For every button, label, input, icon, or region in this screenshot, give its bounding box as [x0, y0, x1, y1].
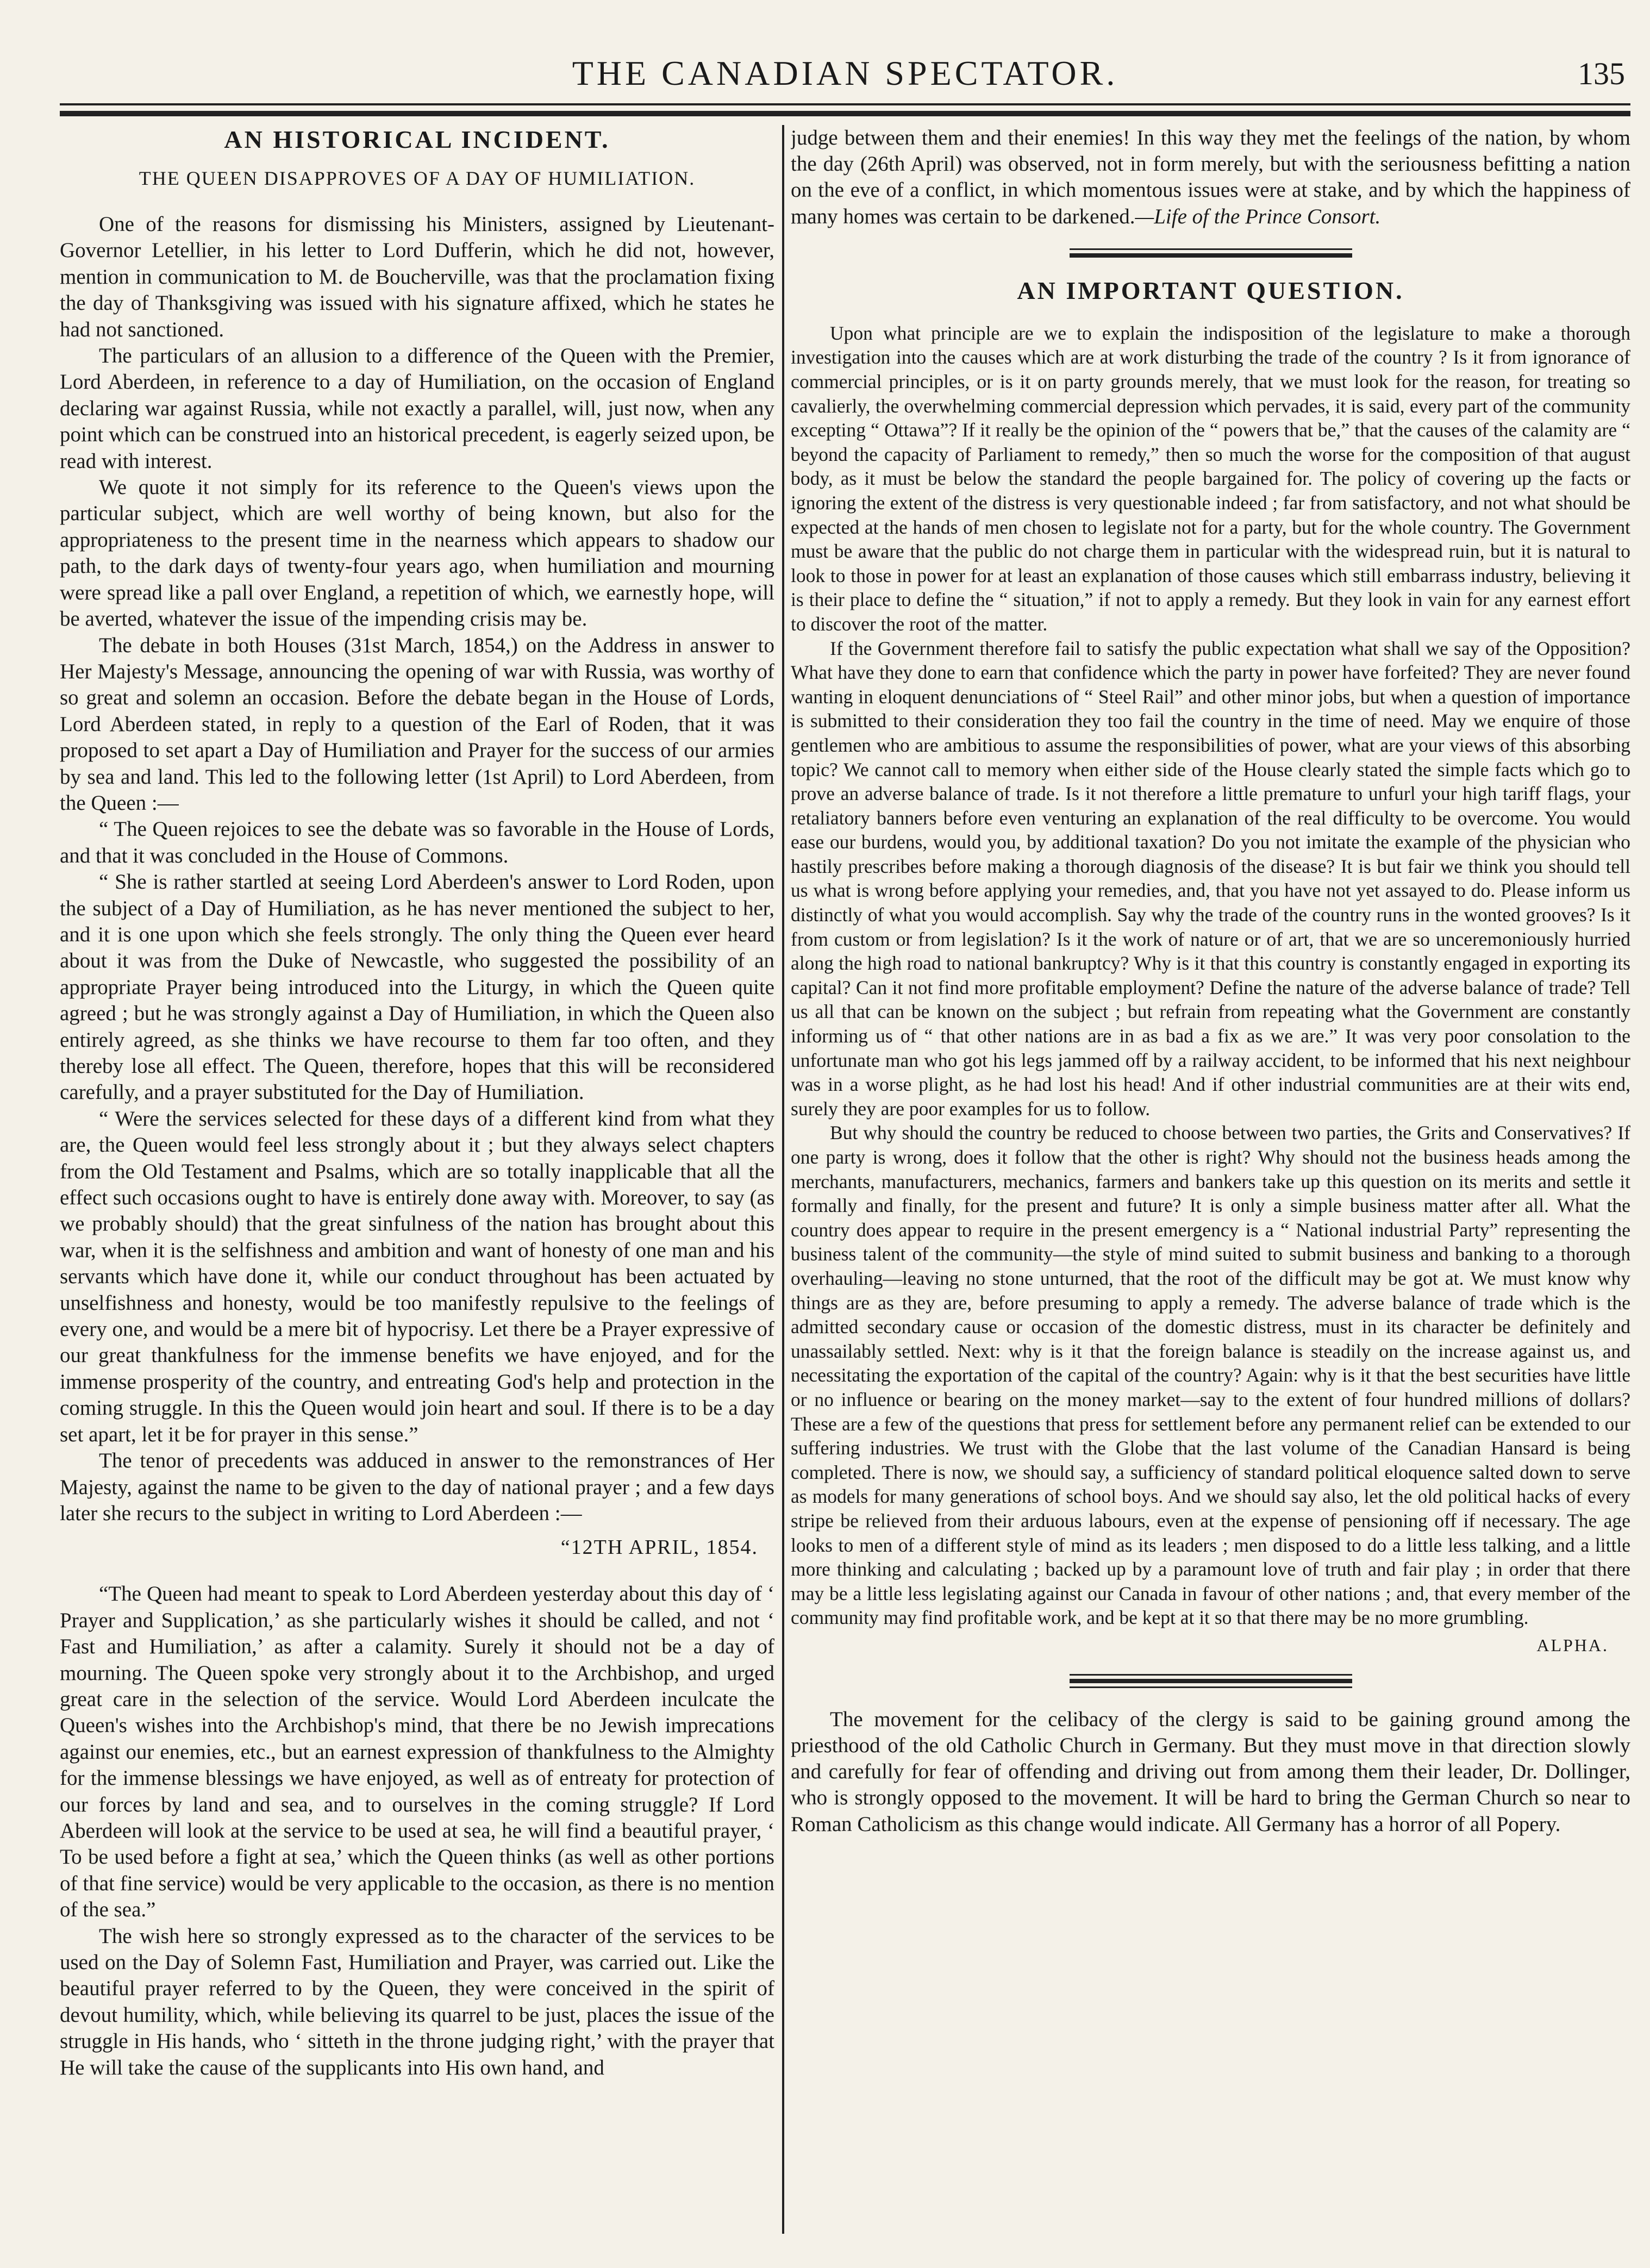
paragraph: If the Government therefore fail to satisfy the public expectation what shall we say of the Opposition? What have they done to earn that confidence which the party in power have forfeited? They are never found wanting in eloquent denunciations of “ Steel Rail” and other minor jobs, but when a question of importance is submitted to their consideration they too fail the country in the time of need. May we enquire of those gentlemen who are ambitious to assume the responsibilities of power, what are your views of this absorbing topic? We cannot call to memory when either side of the House clearly stated the simple facts which go to prove an adverse balance of trade. Is it not therefore a little premature to unfurl your high tariff flags, your retaliatory banners before even venturing an explanation of the real difficulty to be overcome. You would ease our burdens, would you, by additional taxation? Do you not imitate the example of the physician who hastily prescribes before making a thorough diagnosis of the disease? It is but fair we think you should tell us what is wrong before applying your remedies, and, that you have not yet assayed to do. Please inform us distinctly of what you would accomplish. Say why the trade of the country runs in the wonted grooves? Is it from custom or from legislation? Is it the work of nature or of art, that we are so unceremoniously hurried along the high road to national bankruptcy? Why is it that this country is constantly engaged in exporting its capital? Can it not find more profitable employment? Define the nature of the adverse balance of trade? Tell us all that can be known on the subject ; but refrain from repeating what the Government are constantly informing us of “ that other nations are in as bad a fix as we are.” It was very poor consolation to the unfortunate man who got his legs jammed off by a railway accident, to be informed that his next neighbour was in a worse plight, as he had lost his head! And if other industrial communities are at their wits end, surely they are poor examples for us to follow.: [791, 637, 1630, 1120]
paragraph: The debate in both Houses (31st March, 1854,) on the Address in answer to Her Majesty's Message, announcing the opening of war with Russia, was worthy of so great and solemn an occasion. Before the debate began in the House of Lords, Lord Aberdeen stated, in reply to a question of the Earl of Roden, that it was proposed to set apart a Day of Humiliation and Prayer for the success of our armies by sea and land. This led to the following letter (1st April) to Lord Aberdeen, from the Queen :—: [60, 633, 774, 815]
head-rule-thin: [60, 103, 1630, 105]
column-divider: [782, 125, 784, 2234]
paragraph: The tenor of precedents was adduced in answer to the remonstrances of Her Majesty, against the name to be given to the day of national prayer ; and a few days later she recurs to the subject in writing to Lord Aberdeen :—: [60, 1449, 774, 1525]
paragraph: “The Queen had meant to speak to Lord Aberdeen yesterday about this day of ‘ Prayer and Supplication,’ as she particularly wishes it should be called, and not ‘ Fast and Humiliation,’ as after a calamity. Surely it should not be a day of mourning. The Queen spoke very strongly about it to the Archbishop, and urged great care in the selection of the service. Would Lord Aberdeen inculcate the Queen's wishes into the Archbishop's mind, that there be no Jewish imprecations against our enemies, etc., but an earnest expression of thankfulness to the Almighty for the immense blessings we have enjoyed, as well as of entreaty for protection of our forces by land and sea, and to ourselves in the coming struggle? If Lord Aberdeen will look at the service to be used at sea, he will find a beautiful prayer, ‘ To be used before a fight at sea,’ which the Queen thinks (as well as other portions of that fine service) would be very applicable to the occasion, as there is no mention of the sea.”: [60, 1582, 774, 1922]
running-head: [60, 43, 1630, 103]
right-column: [791, 125, 1630, 2245]
article-subtitle: THE QUEEN DISAPPROVES OF A DAY OF HUMILIATION.: [139, 167, 696, 189]
paragraph: But why should the country be reduced to choose between two parties, the Grits and Conservatives? If one party is wrong, does it follow that the other is right? Why should not the business heads among the merchants, manufacturers, mechanics, farmers and bankers take up this question on its merits and settle it formally and finally, for the present and future? It is only a simple business matter after all. What the country does appear to require in the present emergency is a “ National industrial Party” representing the business talent of the community—the style of mind suited to submit business and banking to a thorough overhauling—leaving no stone unturned, that the root of the difficult may be got at. We must know why things are as they are, before presuming to apply a remedy. The adverse balance of trade which is the admitted secondary cause or occasion of the domestic distress, must in its character be definitely and unassailably settled. Next: why is it that the foreign balance is steadily on the increase against us, and necessitating the exportation of the capital of the country? Again: why is it that the best securities have little or no influence or bearing on the money market—say to the extent of four hundred millions of dollars? These are a few of the questions that press for settlement before any permanent relief can be extended to our suffering industries. We trust with the Globe that the last volume of the Canadian Hansard is being completed. There is now, we should say, a sufficiency of standard political eloquence salted down to serve as models for many generations of school boys. And we should say also, let the old political hacks of every stripe be relieved from their arduous labours, even at the expense of pensioning off if necessary. The age looks to men of a different style of mind as its leaders ; men disposed to do a little less talking, and a little more thinking and calculating ; backed up by a paramount love of truth and fair play ; in order that there may be a little less legislating against our Canada in favour of other nations ; and, that every member of the community may find profitable work, and be kept at it so that there may be no more grumbling.: [791, 1122, 1630, 1629]
paragraph: “ The Queen rejoices to see the debate was so favorable in the House of Lords, and that it was concluded in the House of Commons.: [60, 817, 774, 867]
left-column: [60, 125, 774, 2245]
article-title: AN IMPORTANT QUESTION.: [1017, 276, 1404, 304]
paragraph: Upon what principle are we to explain the indisposition of the legislature to make a thorough investigation into the causes which are at work disturbing the trade of the country ? Is it from ignorance of commercial principles, or is it on party grounds merely, that we must look for the reason, for treating so cavalierly, the overwhelming commercial depression which pervades, it is said, every part of the community excepting “ Ottawa”? If it really be the opinion of the “ powers that be,” that the causes of the calamity are “ beyond the capacity of Parliament to remedy,” then so much the worse for the composition of that august body, as it must be below the standard the people bargained for. The policy of covering up the facts or ignoring the extent of the distress is very questionable indeed ; far from satisfactory, and not what should be expected at the hands of men chosen to legislate not for a party, but for the whole country. The Government must be aware that the public do not charge them in particular with the widespread ruin, but it is natural to look to those in power for at least an explanation of those causes which still embarrass industry, believing it is their place to define the “ situation,” if not to apply a remedy. But they look in vain for any earnest effort to discover the root of the matter.: [791, 322, 1630, 635]
paragraph: One of the reasons for dismissing his Ministers, assigned by Lieutenant-Governor Letellier, in his letter to Lord Dufferin, which he did not, however, mention in communication to M. de Boucherville, was that the proclamation fixing the day of Thanksgiving was issued with his signature affixed, which he states he had not sanctioned.: [60, 213, 774, 341]
columns: [60, 125, 1630, 2245]
signature: ALPHA.: [1536, 1635, 1609, 1655]
journal-title: THE CANADIAN SPECTATOR.: [572, 54, 1118, 92]
dateline: “12TH APRIL, 1854.: [560, 1536, 758, 1559]
head-rule-thick: [60, 111, 1630, 116]
paragraph: The wish here so strongly expressed as to the character of the services to be used on the Day of Solemn Fast, Humiliation and Prayer, was carried out. Like the beautiful prayer referred to by the Queen, they were conceived in the spirit of devout humility, which, while believing its quarrel to be just, places the issue of the struggle in His hands, who ‘ sitteth in the throne judging right,’ with the prayer that He will take the cause of the supplicants into His own hand, and: [60, 1924, 774, 2079]
page-number: 135: [1578, 56, 1625, 91]
article-title: AN HISTORICAL INCIDENT.: [224, 126, 610, 153]
paragraph: We quote it not simply for its reference to the Queen's views upon the particular subject, which are well worthy of being known, but also for the appropriateness to the present time in the nearness which appears to shadow our path, to the dark days of twenty-four years ago, when humiliation and mourning were spread like a pall over England, a repetition of which, we earnestly hope, will be averted, whatever the issue of the impending crisis may be.: [60, 476, 774, 631]
continued-paragraph: [791, 125, 1630, 230]
paragraph: “ She is rather startled at seeing Lord Aberdeen's answer to Lord Roden, upon the subject of a Day of Humiliation, as he has never mentioned the subject to her, and it is one upon which she feels strongly. The only thing the Queen ever heard about it was from the Duke of Newcastle, who suggested the possibility of an appropriate Prayer being introduced into the Liturgy, in which the Queen quite agreed ; but he was strongly against a Day of Humiliation, in which the Queen also entirely agreed, as she thinks we have recourse to them far too often, and they thereby lose all effect. The Queen, therefore, hopes that this will be reconsidered carefully, and a prayer substituted for the Day of Humiliation.: [60, 870, 774, 1104]
paragraph: “ Were the services selected for these days of a different kind from what they are, the Queen would feel less strongly about it ; but they always select chapters from the Old Testament and Psalms, which are so totally inapplicable that all the effect such occasions ought to have is entirely done away with. Moreover, to say (as we probably should) that the great sinfulness of the nation has brought about this war, when it is the selfishness and ambition and want of honesty of one man and his servants which have done it, while our conduct throughout has been actuated by unselfishness and honesty, would be too manifestly repulsive to the feelings of every one, and would be a mere bit of hypocrisy. Let there be a Prayer expressive of our great thankfulness for the immense benefits we have enjoyed, and for the immense prosperity of the country, and entreating God's help and protection in the coming struggle. In this the Queen would join heart and soul. If there is to be a day set apart, let it be for prayer in this sense.”: [60, 1107, 774, 1446]
paragraph: The particulars of an allusion to a difference of the Queen with the Premier, Lord Aberdeen, in reference to a day of Humiliation, on the occasion of England declaring war against Russia, while not exactly a parallel, will, just now, when any point which can be construed into an historical precedent, is eagerly seized upon, be read with interest.: [60, 344, 774, 473]
paragraph: The movement for the celibacy of the clergy is said to be gaining ground among the priesthood of the old Catholic Church in Germany. But they must move in that direction slowly and carefully for fear of offending and driving out from among them their leader, Dr. Dollinger, who is strongly opposed to the movement. It will be hard to bring the German Church so near to Roman Catholicism as this change would indicate. All Germany has a horror of all Popery.: [791, 1707, 1630, 1836]
section-rule: [1070, 248, 1352, 258]
newspaper-page: [60, 43, 1630, 2245]
citation: —Life of the Prince Consort.: [1135, 204, 1381, 228]
section-rule: [1070, 1674, 1352, 1688]
continuation-text: judge between them and their enemies! In this way they met the feelings of the nation, by whom the day (26th April) was observed, not in form merely, but with the seriousness befitting a nation on the eve of a conflict, in which momentous issues were at stake, and by which the happiness of many homes was certain to be darkened.: [791, 126, 1630, 228]
